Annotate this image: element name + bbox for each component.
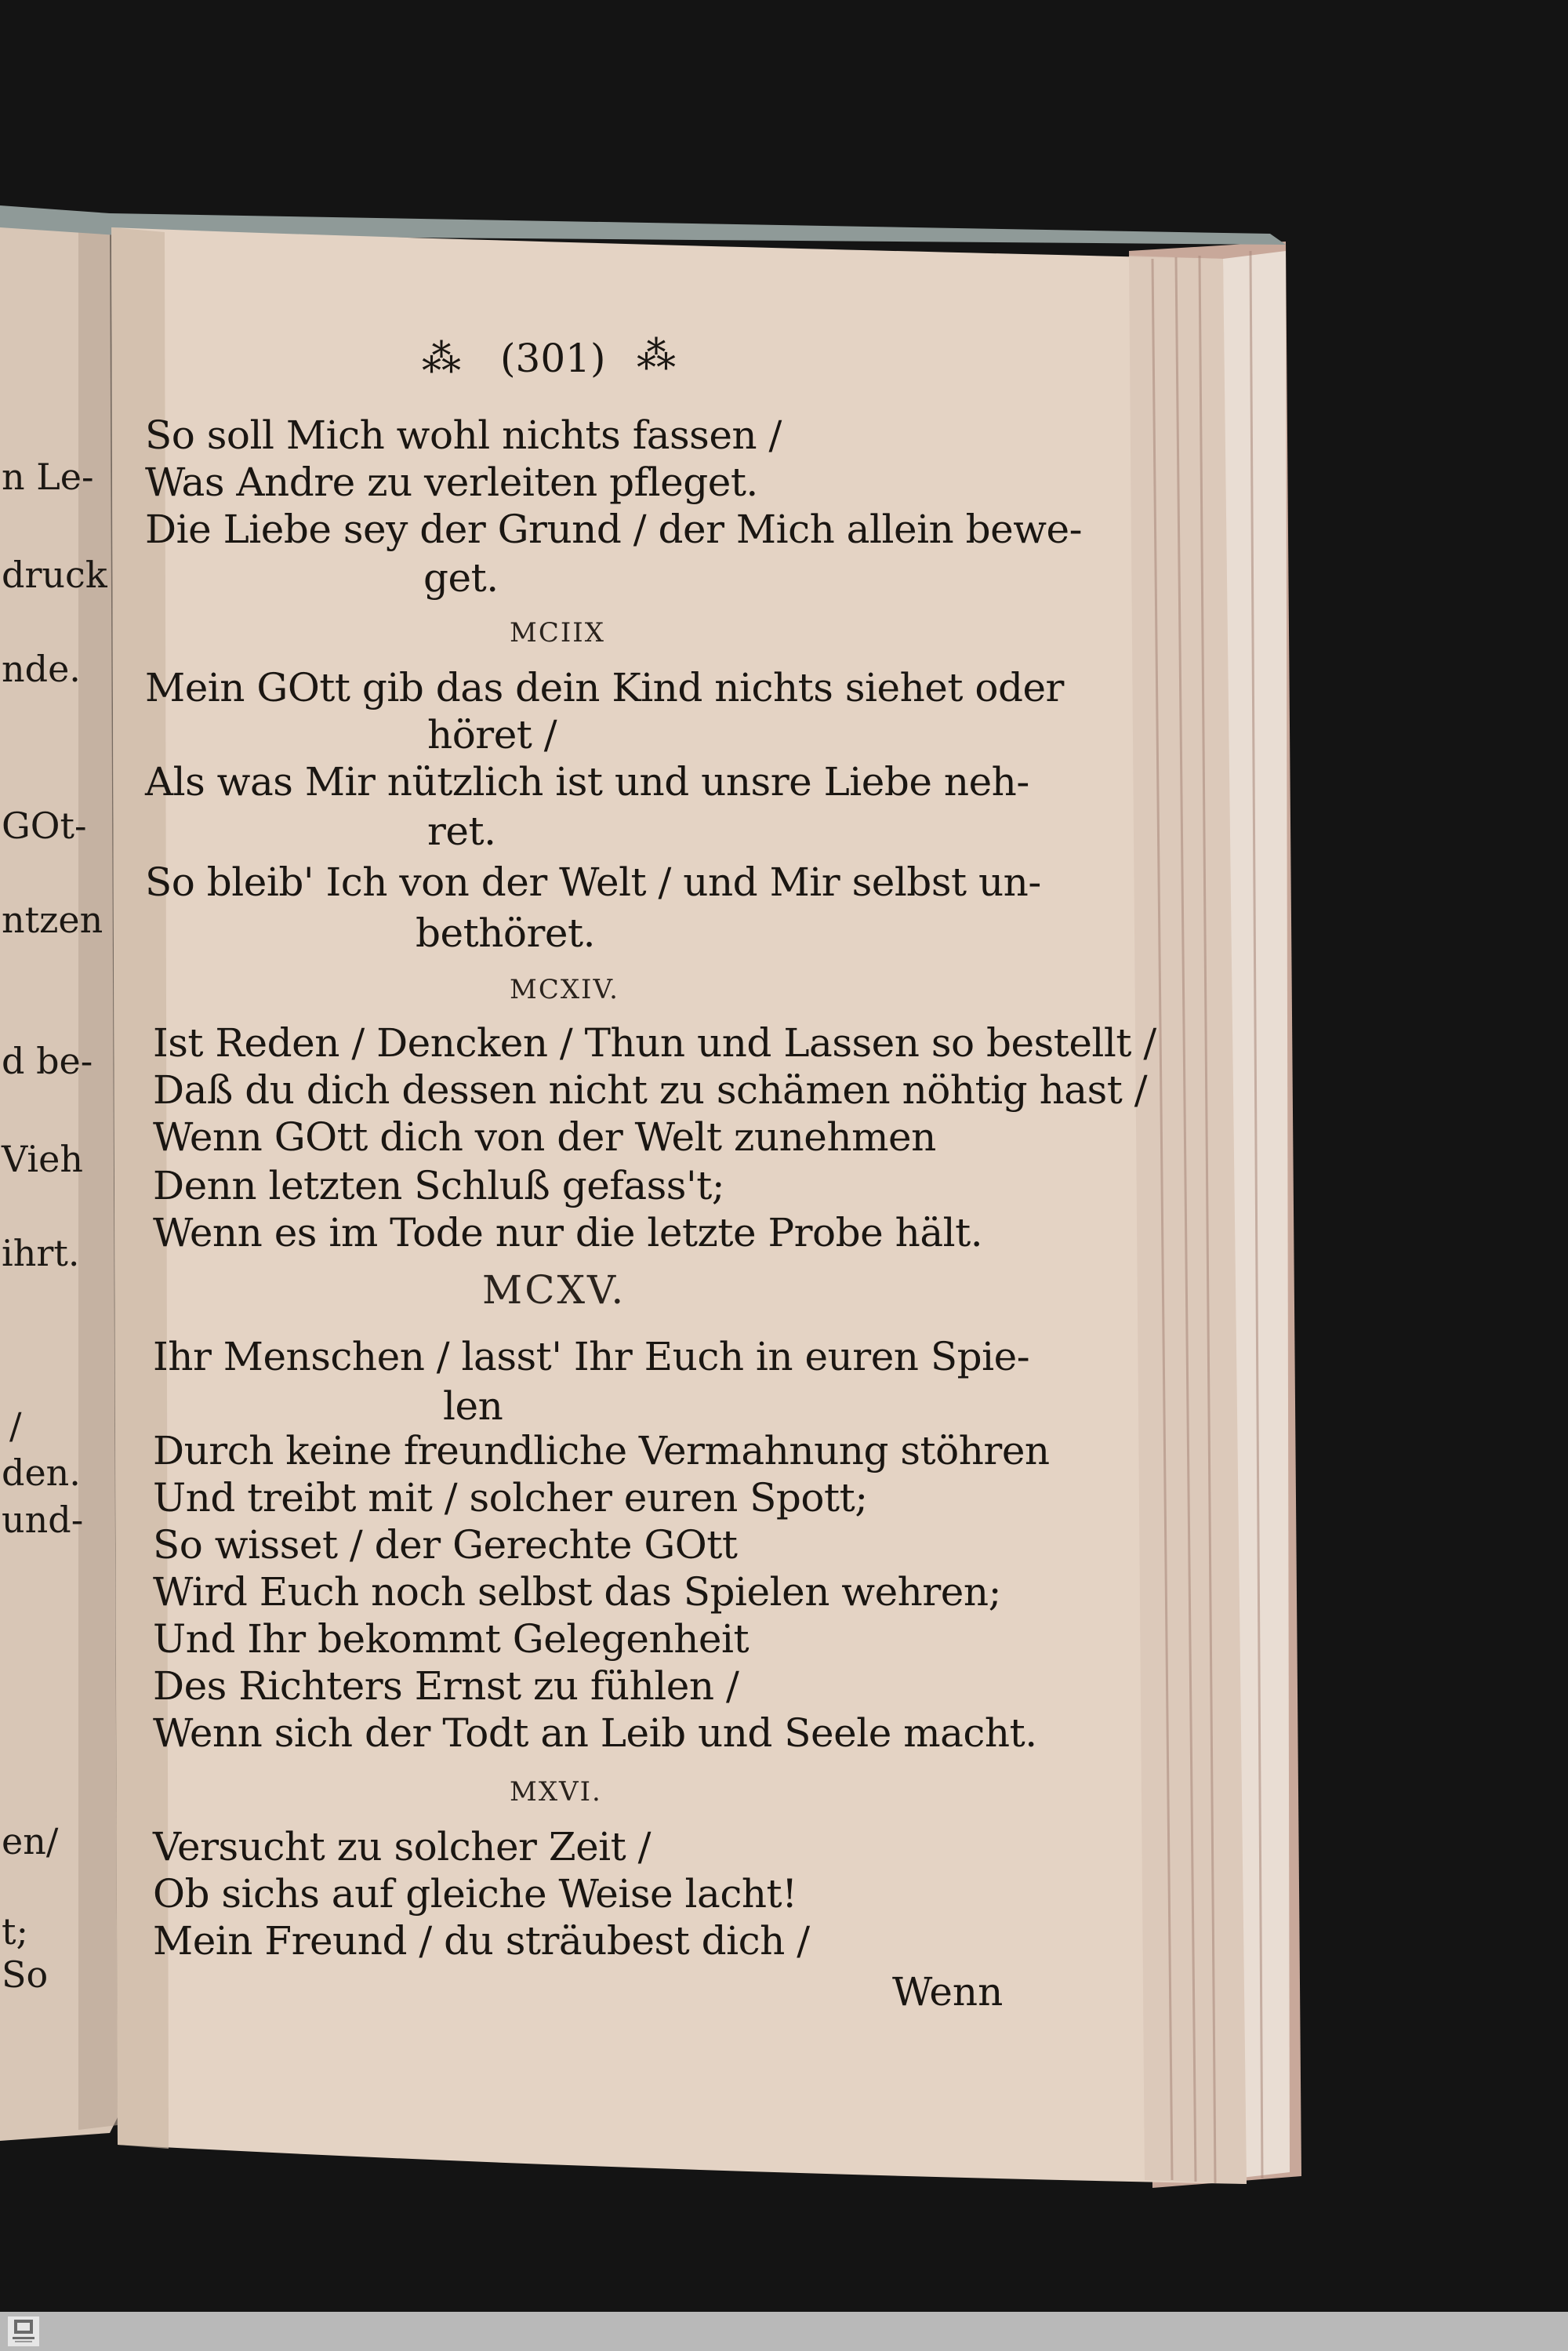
verse-line: höret /: [427, 712, 557, 758]
verse-line: Ihr Menschen / lasst' Ihr Euch in euren Spie-: [153, 1334, 1030, 1379]
left-fragment: t;: [2, 1910, 28, 1953]
verse-line: Die Liebe sey der Grund / der Mich allein bewe-: [145, 507, 1083, 552]
verse-line: Denn letzten Schluß gefass't;: [153, 1163, 725, 1208]
verse-line: Versucht zu solcher Zeit /: [153, 1824, 651, 1870]
stanza-heading: MCXIV.: [510, 974, 619, 1005]
stanza-heading: MXVI.: [510, 1776, 602, 1808]
verse-line: Wird Euch noch selbst das Spielen wehren;: [153, 1569, 1001, 1615]
library-logo-icon: [8, 2316, 39, 2346]
verse-line: So soll Mich wohl nichts fassen /: [145, 412, 782, 458]
left-fragment: So: [2, 1953, 49, 1996]
verse-line: Wenn sich der Todt an Leib und Seele macht.: [153, 1710, 1037, 1756]
left-fragment: und-: [2, 1499, 84, 1541]
verse-line: Wenn GOtt dich von der Welt zunehmen: [153, 1114, 936, 1160]
verse-line: get.: [423, 555, 499, 601]
verse-line: Ob sichs auf gleiche Weise lacht!: [153, 1871, 797, 1917]
folio-ornament-left: ⁂: [422, 336, 461, 381]
left-fragment: en/: [2, 1820, 59, 1862]
stanza-heading: MCXV.: [482, 1267, 626, 1313]
verse-line: Ist Reden / Dencken / Thun und Lassen so bestellt /: [153, 1020, 1156, 1066]
verse-line: Mein Freund / du sträubest dich /: [153, 1918, 810, 1964]
verse-line: len: [443, 1383, 503, 1429]
verse-line: Und Ihr bekommt Gelegenheit: [153, 1616, 750, 1662]
verse-line: Durch keine freundliche Vermahnung stöhren: [153, 1428, 1050, 1473]
verse-line: Wenn es im Tode nur die letzte Probe hält.: [153, 1210, 983, 1255]
left-fragment: GOt-: [2, 805, 87, 847]
verse-line: So wisset / der Gerechte GOtt: [153, 1522, 738, 1568]
bottom-bar: [0, 2312, 1568, 2351]
page-number: (301): [500, 336, 606, 381]
verse-line: Mein GOtt gib das dein Kind nichts siehet oder: [145, 665, 1064, 710]
verse-line: bethöret.: [416, 910, 595, 956]
left-fragment: nde.: [2, 648, 81, 690]
verse-line: Und treibt mit / solcher euren Spott;: [153, 1475, 868, 1521]
left-fragment: Vieh: [2, 1138, 83, 1180]
verse-line: Daß du dich dessen nicht zu schämen nöhtig hast /: [153, 1067, 1148, 1113]
verse-line: Des Richters Ernst zu fühlen /: [153, 1663, 739, 1709]
verse-line: Als was Mir nützlich ist und unsre Liebe neh-: [145, 759, 1029, 805]
left-fragment: /: [9, 1404, 22, 1447]
catchword: Wenn: [892, 1969, 1004, 2015]
folio-ornament-right: ⁂: [637, 332, 676, 378]
verse-line: Was Andre zu verleiten pfleget.: [145, 460, 758, 505]
left-fragment: ihrt.: [2, 1232, 80, 1274]
left-fragment: n Le-: [2, 456, 94, 498]
left-fragment: ntzen: [2, 899, 103, 941]
left-fragment: den.: [2, 1452, 81, 1494]
verse-line: So bleib' Ich von der Welt / und Mir selbst un-: [145, 859, 1041, 905]
left-fragment: druck: [2, 554, 107, 596]
verse-line: ret.: [427, 808, 496, 854]
stanza-heading: MCIIX: [510, 617, 605, 649]
left-fragment: d be-: [2, 1040, 93, 1082]
